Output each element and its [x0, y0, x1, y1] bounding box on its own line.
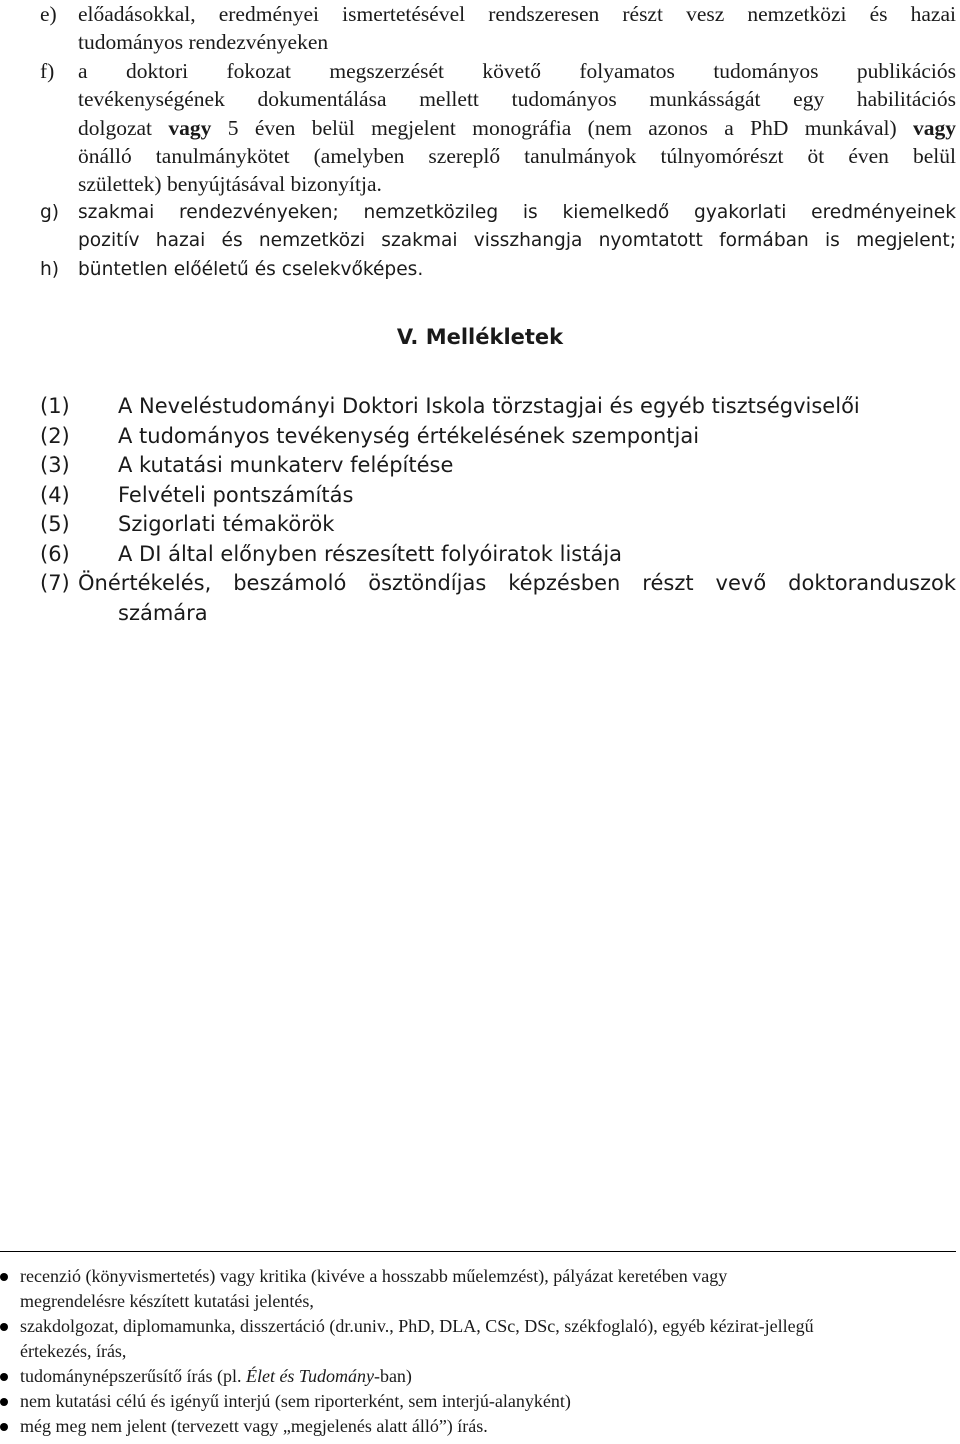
- annex-title: A DI által előnyben részesített folyóiratok listája: [118, 541, 623, 566]
- item-text-line: tevékenységének dokumentálása mellett tudományos munkásságát egy habilitációs: [78, 87, 956, 112]
- item-text-line: önálló tanulmánykötet (amelyben szereplő tanulmányok túlnyomórészt öt éven belül: [78, 144, 956, 169]
- bullet-icon: [0, 1273, 8, 1281]
- item-label: g): [40, 201, 60, 223]
- footnote-separator: [0, 1251, 956, 1252]
- footnote-item: [0, 1364, 956, 1389]
- annex-item: [0, 451, 956, 481]
- annex-title: Felvételi pontszámítás: [118, 482, 354, 507]
- item-text-line: pozitív hazai és nemzetközi szakmai visszhangja nyomtatott formában is megjelent;: [78, 230, 956, 252]
- annex-item: [0, 569, 956, 628]
- item-text-line: tudományos rendezvényeken: [78, 30, 329, 55]
- list-item-e: [0, 0, 956, 57]
- section-heading: V. Mellékletek: [396, 325, 564, 349]
- annex-title: A kutatási munkaterv felépítése: [118, 453, 454, 477]
- item-label: e): [40, 2, 57, 26]
- annex-number: (7): [40, 571, 70, 595]
- text-run: -ban): [373, 1366, 412, 1386]
- bullet-icon: [0, 1323, 8, 1331]
- annex-number: (6): [40, 541, 70, 566]
- footnote-text: megrendelésre készített kutatási jelentés,: [20, 1291, 314, 1311]
- text-run: 5 éven belül megjelent monográfia (nem azonos a PhD munkával): [211, 115, 913, 140]
- annex-title: A Neveléstudományi Doktori Iskola törzstagjai és egyéb tisztségviselői: [118, 394, 860, 418]
- annex-title: Szigorlati témakörök: [118, 512, 335, 536]
- annex-title: Önértékelés, beszámoló ösztöndíjas képzésben részt vevő doktoranduszok: [78, 571, 956, 595]
- bullet-icon: [0, 1423, 8, 1431]
- footnote-text: [20, 1364, 956, 1389]
- annex-title: A tudományos tevékenység értékelésének szempontjai: [118, 423, 700, 448]
- item-text-line: születtek) benyújtásával bizonyítja.: [78, 172, 382, 197]
- annex-item: [0, 540, 956, 570]
- list-item-h: [0, 256, 956, 284]
- text-run: dolgozat: [78, 115, 169, 140]
- annex-number: (1): [40, 394, 70, 418]
- annex-number: (3): [40, 453, 70, 477]
- footnote-text: értekezés, írás,: [20, 1341, 127, 1361]
- footnote-list: [0, 1264, 956, 1439]
- bullet-icon: [0, 1373, 8, 1381]
- footnote-text: nem kutatási célú és igényű interjú (sem riporterként, sem interjú-alanyként): [20, 1391, 571, 1411]
- footnote-text: szakdolgozat, diplomamunka, disszertáció (dr.univ., PhD, DLA, CSc, DSc, székfoglaló), egyéb kézirat-jellegű: [20, 1316, 814, 1336]
- footnote-item: [0, 1414, 956, 1439]
- list-item-f: [0, 57, 956, 199]
- annex-item: [0, 392, 956, 422]
- annex-number: (5): [40, 512, 70, 536]
- footnote-text: még meg nem jelent (tervezett vagy „megjelenés alatt álló”) írás.: [20, 1416, 488, 1436]
- list-item-g: [0, 199, 956, 256]
- item-text-line: [78, 114, 956, 142]
- bullet-icon: [0, 1398, 8, 1406]
- item-label: h): [40, 258, 60, 280]
- item-text-line: a doktori fokozat megszerzését követő folyamatos tudományos publikációs: [78, 58, 956, 83]
- annex-number: (2): [40, 423, 70, 448]
- italic-title: Élet és Tudomány: [245, 1366, 374, 1386]
- footnote-text: recenzió (könyvismertetés) vagy kritika (kivéve a hosszabb műelemzést), pályázat keretében vagy: [20, 1266, 728, 1286]
- item-text-line: előadásokkal, eredményei ismertetésével rendszeresen részt vesz nemzetközi és hazai: [78, 2, 956, 26]
- annex-item: [0, 510, 956, 540]
- item-label: f): [40, 58, 55, 83]
- footnote-item: [0, 1264, 956, 1314]
- bold-text: vagy: [168, 115, 212, 140]
- annex-item: [0, 422, 956, 452]
- annex-title-continuation: számára: [118, 600, 208, 625]
- item-text-line: büntetlen előéletű és cselekvőképes.: [78, 258, 424, 280]
- annex-list: [0, 392, 956, 628]
- requirements-list: [0, 0, 956, 284]
- annex-number: (4): [40, 482, 70, 507]
- text-run: tudománynépszerűsítő írás (pl.: [20, 1366, 246, 1386]
- footnote-item: [0, 1389, 956, 1414]
- bold-text: vagy: [913, 115, 956, 140]
- item-text-line: szakmai rendezvényeken; nemzetközileg is kiemelkedő gyakorlati eredményeinek: [78, 201, 956, 223]
- annex-item: [0, 481, 956, 511]
- footnote-item: [0, 1314, 956, 1364]
